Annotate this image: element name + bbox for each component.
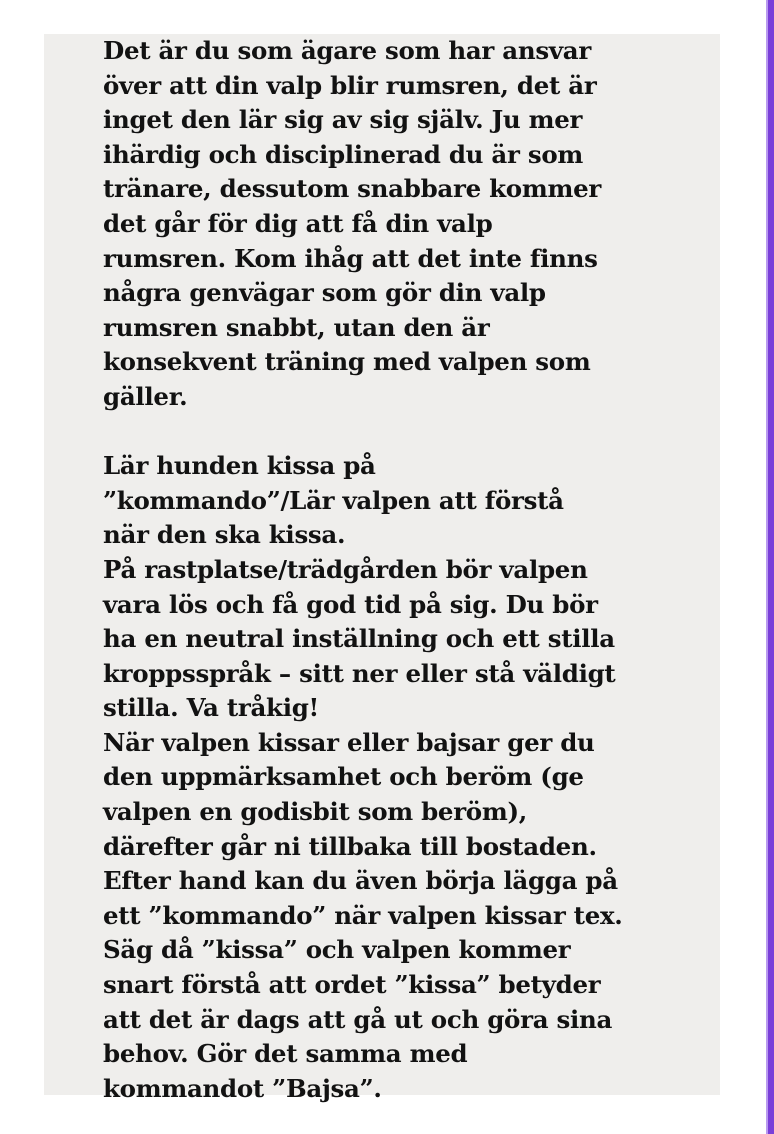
text-line: att det är dags att gå ut och göra sina <box>103 1004 613 1034</box>
text-line: Efter hand kan du även börja lägga på <box>103 866 618 896</box>
text-line: ett ”kommando” när valpen kissar tex. <box>103 900 623 930</box>
text-line: kroppsspråk – sitt ner eller stå väldigt <box>103 658 616 688</box>
text-line: På rastplatse/trädgården bör valpen <box>103 554 588 584</box>
text-line: ha en neutral inställning och ett stilla <box>103 624 615 654</box>
section-heading-line: ”kommando”/Lär valpen att förstå <box>103 485 564 515</box>
section-heading-line: Lär hunden kissa på <box>103 451 376 481</box>
text-line: snart förstå att ordet ”kissa” betyder <box>103 970 601 1000</box>
text-line: tränare, dessutom snabbare kommer <box>103 174 601 204</box>
blank-line <box>103 415 643 450</box>
document-text <box>103 34 643 1106</box>
text-line: inget den lär sig av sig själv. Ju mer <box>103 105 583 135</box>
text-line: valpen en godisbit som beröm), <box>103 797 527 827</box>
text-line: den uppmärksamhet och beröm (ge <box>103 762 584 792</box>
text-line: konsekvent träning med valpen som <box>103 347 591 377</box>
text-line: därefter går ni tillbaka till bostaden. <box>103 831 597 861</box>
text-line: behov. Gör det samma med <box>103 1039 468 1069</box>
text-line: När valpen kissar eller bajsar ger du <box>103 727 595 757</box>
section-heading-line: när den ska kissa. <box>103 520 346 550</box>
text-line: över att din valp blir rumsren, det är <box>103 70 597 100</box>
text-line: vara lös och få god tid på sig. Du bör <box>103 589 598 619</box>
text-line: det går för dig att få din valp <box>103 208 493 238</box>
text-line: några genvägar som gör din valp <box>103 278 546 308</box>
text-line: gäller. <box>103 381 188 411</box>
text-line: rumsren. Kom ihåg att det inte finns <box>103 243 598 273</box>
text-line: Säg då ”kissa” och valpen kommer <box>103 935 571 965</box>
text-line: kommandot ”Bajsa”. <box>103 1073 382 1103</box>
text-line: ihärdig och disciplinerad du är som <box>103 139 583 169</box>
text-line: Det är du som ägare som har ansvar <box>103 36 591 65</box>
page-edge-border <box>768 0 774 1134</box>
text-line: stilla. Va tråkig! <box>103 693 319 723</box>
text-line: rumsren snabbt, utan den är <box>103 312 490 342</box>
